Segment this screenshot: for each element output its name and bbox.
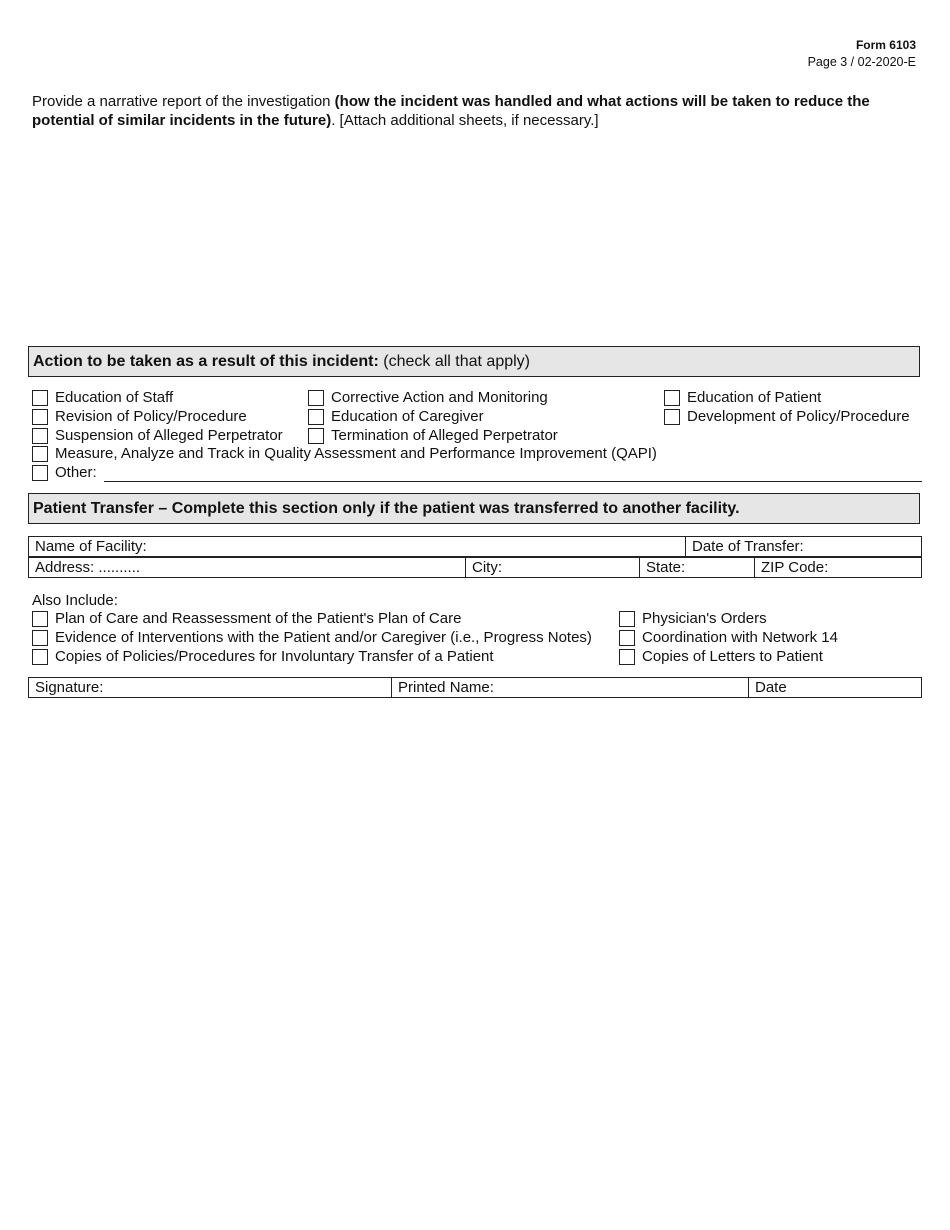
- checkbox-label: Education of Patient: [687, 389, 822, 406]
- checkbox-label: Coordination with Network 14: [642, 629, 838, 646]
- action-corrective-action[interactable]: [308, 389, 548, 407]
- checkbox[interactable]: [32, 409, 48, 425]
- action-other[interactable]: [32, 464, 97, 482]
- checkbox[interactable]: [32, 611, 48, 627]
- checkbox[interactable]: [308, 390, 324, 406]
- address-table: [28, 557, 922, 578]
- checkbox-label: Measure, Analyze and Track in Quality Assessment and Performance Improvement (QAPI): [55, 445, 657, 462]
- action-education-of-caregiver[interactable]: [308, 408, 484, 426]
- checkbox[interactable]: [619, 611, 635, 627]
- checkbox[interactable]: [308, 428, 324, 444]
- intro-text-end: . [Attach additional sheets, if necessary.]: [331, 112, 599, 129]
- include-coordination-network[interactable]: [619, 629, 838, 647]
- action-suspension-of-perpetrator[interactable]: [32, 427, 283, 445]
- action-development-of-policy[interactable]: [664, 408, 910, 426]
- actions-heading-note: (check all that apply): [378, 353, 531, 370]
- checkbox[interactable]: [308, 409, 324, 425]
- state-field[interactable]: State:: [640, 558, 755, 578]
- facility-table: [28, 536, 922, 557]
- checkbox[interactable]: [32, 390, 48, 406]
- checkbox[interactable]: [664, 390, 680, 406]
- intro-text-start: Provide a narrative report of the investigation: [32, 93, 335, 110]
- transfer-heading-text: Patient Transfer – Complete this section only if the patient was transferred to another facility.: [33, 500, 740, 517]
- checkbox-label: Termination of Alleged Perpetrator: [331, 427, 558, 444]
- action-revision-of-policy[interactable]: [32, 408, 247, 426]
- checkbox-label: Physician's Orders: [642, 610, 767, 627]
- include-evidence-of-interventions[interactable]: [32, 629, 592, 647]
- include-physicians-orders[interactable]: [619, 610, 767, 628]
- checkbox[interactable]: [619, 630, 635, 646]
- signature-field[interactable]: Signature:: [29, 678, 392, 698]
- include-copies-of-letters[interactable]: [619, 648, 823, 666]
- checkbox-label: Copies of Letters to Patient: [642, 648, 823, 665]
- action-education-of-staff[interactable]: [32, 389, 173, 407]
- date-field[interactable]: Date: [749, 678, 922, 698]
- address-field[interactable]: Address: ..........: [29, 558, 466, 578]
- include-plan-of-care[interactable]: [32, 610, 461, 628]
- checkbox[interactable]: [664, 409, 680, 425]
- action-education-of-patient[interactable]: [664, 389, 821, 407]
- include-copies-of-policies[interactable]: [32, 648, 494, 666]
- checkbox[interactable]: [32, 630, 48, 646]
- page-info: Page 3 / 02-2020-E: [807, 55, 916, 69]
- action-qapi[interactable]: [32, 445, 657, 463]
- date-of-transfer-field[interactable]: Date of Transfer:: [686, 537, 922, 557]
- actions-heading-bold: Action to be taken as a result of this incident:: [33, 353, 379, 370]
- name-of-facility-field[interactable]: Name of Facility:: [29, 537, 686, 557]
- checkbox[interactable]: [32, 428, 48, 444]
- form-number: Form 6103: [855, 38, 916, 52]
- printed-name-field[interactable]: Printed Name:: [392, 678, 749, 698]
- checkbox[interactable]: [619, 649, 635, 665]
- transfer-heading: [28, 493, 920, 524]
- city-field[interactable]: City:: [466, 558, 640, 578]
- checkbox[interactable]: [32, 649, 48, 665]
- checkbox[interactable]: [32, 446, 48, 462]
- checkbox-label: Other:: [55, 464, 97, 481]
- checkbox-label: Development of Policy/Procedure: [687, 408, 910, 425]
- checkbox-label: Copies of Policies/Procedures for Involuntary Transfer of a Patient: [55, 648, 494, 665]
- action-termination-of-perpetrator[interactable]: [308, 427, 558, 445]
- checkbox-label: Corrective Action and Monitoring: [331, 389, 548, 406]
- signature-table: [28, 677, 922, 698]
- checkbox-label: Education of Caregiver: [331, 408, 484, 425]
- also-include-label: Also Include:: [32, 592, 118, 609]
- other-text-line[interactable]: [104, 481, 922, 482]
- checkbox-label: Evidence of Interventions with the Patient and/or Caregiver (i.e., Progress Notes): [55, 629, 592, 646]
- zip-code-field[interactable]: ZIP Code:: [755, 558, 922, 578]
- checkbox-label: Suspension of Alleged Perpetrator: [55, 427, 283, 444]
- actions-heading: [28, 346, 920, 377]
- intro-text-bold: (how the incident was handled and what actions will be taken to reduce the potential of similar incidents in the future): [32, 93, 870, 129]
- checkbox-label: Plan of Care and Reassessment of the Patient's Plan of Care: [55, 610, 462, 627]
- narrative-instruction: [32, 92, 922, 130]
- checkbox-label: Education of Staff: [55, 389, 174, 406]
- checkbox[interactable]: [32, 465, 48, 481]
- checkbox-label: Revision of Policy/Procedure: [55, 408, 247, 425]
